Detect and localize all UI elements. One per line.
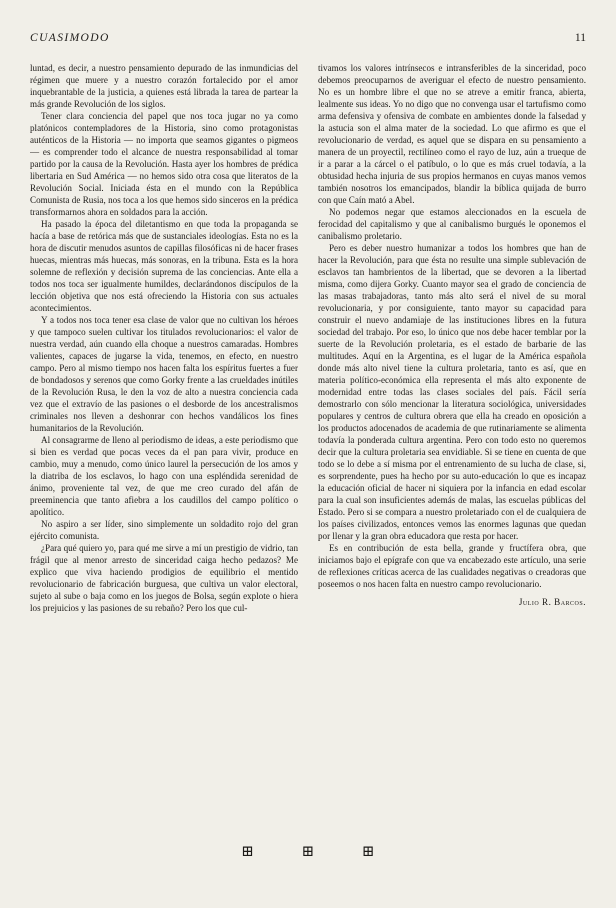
paragraph: No aspiro a ser líder, sino simplemente un soldadito rojo del gran ejército comunista. [30, 519, 298, 541]
page-number: 11 [574, 32, 586, 44]
left-column [30, 62, 298, 852]
page-header [30, 32, 586, 48]
right-column [318, 62, 586, 852]
paragraph: Ha pasado la época del diletantismo en que toda la propaganda se hacía a base de retórica más que de sustanciales ideologías. Esta no es la hora de discutir menudos asuntos de capillas filosóficas ni de hacer frases huecas, mientras más huecas, más sonoras, en la tribuna. Esta es la hora solemne de reflexión y decisión suprema de las conciencias. Ante ella a todos nos toca ser igualmente humildes, declarándonos discípulos de la lección objetiva que nos está ofreciendo la Historia con sus actuales acontecimientos. [30, 219, 298, 313]
paragraph: tivamos los valores intrínsecos e intransferibles de la sinceridad, poco debemos preocuparnos de averiguar el efecto de nuestro pensamiento. No es un hombre libre el que no se atreve a emitir franca, abierta, lealmente sus ideas. Yo no digo que no convenga usar el tartufismo como arma defensiva y ofensiva de combate en ambientes donde la falsedad y la astucia son el alma mater de la sociedad. Lo que afirmo es que el revolucionario de verdad, es aquel que se dispara en su pensamiento a manera de un proyectil, rectilíneo como el rayo de luz, aún a trueque de ir a parar a la cárcel o el patíbulo, o lo que es más cruel todavía, a la obtusidad hecha injuria de sus propios hermanos en cuyas manos vemos también nosotros los emancipados, blandir la bíblica quijada de burro con que Caín mató a Abel. [318, 63, 586, 205]
paragraph: luntad, es decir, a nuestro pensamiento depurado de las inmundicias del régimen que muere y a nuestro corazón fortalecido por el amor inquebrantable de la justicia, a quienes está librada la tarea de partear la más grande Revolución de los siglos. [30, 63, 298, 109]
paragraph: Tener clara conciencia del papel que nos toca jugar no ya como platónicos contempladores de la Historia, sino como protagonistas auténticos de la Historia — no importa que seamos gigantes o pigmeos — es comprender todo el alcance de nuestra responsabilidad al tomar partido por la causa de la Revolución. Hasta ayer los hombres de prédica libertaria en Sud América — no hemos sido otra cosa que literatos de la Revolución Social. Iniciada ésta en el mundo con la República Comunista de Rusia, nos toca a los que hemos sido sinceros en la prédica transformarnos ahora en soldados para la acción. [30, 111, 298, 217]
paragraph: Pero es deber nuestro humanizar a todos los hombres que han de hacer la Revolución, para que ésta no resulte una simple sublevación de esclavos tan hambrientos de la libertad, que se devoren a la libertad misma, como dijera Gorky. Cuanto mayor sea el grado de conciencia de las masas trabajadoras, tanto más alto será el nivel de su moral revolucionaria, y por consiguiente, tanto mayor su capacidad para construir el nuevo andamiaje de las instituciones libres en la futura sociedad del trabajo. Por eso, lo único que nos debe hacer temblar por la suerte de la Revolución proletaria, es el estado de barbarie de las multitudes. Aquí en la Argentina, es el lugar de la América española donde más alto nivel tiene la cultura proletaria, tanto es así, que en materia político-económica ella representa el más alto exponente de modernidad entre todas las clases sociales del país. Fácil sería demostrarlo con sólo mencionar la literatura sociológica, universidades populares y centros de cultura obrera que ella ha creado en oposición a los productos adocenados de academia de que rutinariamente se alimenta todavía la ponderada cultura argentina. Pero con todo esto no queremos decir que la cultura proletaria sea envidiable. Si se tiene en cuenta de que todo se lo debe a sí misma por el entrenamiento de su lucha de clase, si, es sorprendente, pues ha hecho por su auto-educación lo que es incapaz la educación oficial de hacer ni siquiera por la infancia en edad escolar para la cual son insuficientes además de malas, las escuelas públicas del Estado. Pero si se compara a nuestro proletariado con el de cualquiera de los países civilizados, entonces vemos las enormes lagunas que quedan por llenar y la gran obra educadora que resta por hacer. [318, 243, 586, 541]
ornament-icon: ⊞ [362, 844, 375, 860]
ornament-row [0, 842, 616, 861]
paragraph: Y a todos nos toca tener esa clase de valor que no cultivan los héroes y que tampoco suelen cultivar los titulados revolucionarios: el valor de nuestra verdad, aún cuando ella choque a nuestros camaradas. Hombres valientes, capaces de jugarse la vida, tenemos, en efecto, en nuestro campo. Pero al mismo tiempo nos hacen falta los espíritus fuertes a fuer de bondadosos y serenos que como Gorky frente a las crueldades inútiles de la Revolución Rusa, le den la voz de alto a nuestra conciencia cada vez que el extravío de las pasiones o el desborde de los ancestralismos criminales nos lleven a deshonrar con hechos vandálicos los fines humanitarios de la Revolución. [30, 315, 298, 433]
paragraph: Al consagrarme de lleno al periodismo de ideas, a este periodismo que si bien es verdad que pocas veces da el pan para vivir, produce en cambio, muy a menudo, como único laurel la persecución de los amos y la diatriba de los esclavos, lo hago con una espléndida serenidad de ánimo, proveniente tal vez, de que me creo curado del afán de preeminencia que tanto afiebra a los caudillos del campo político o apolítico. [30, 435, 298, 517]
paragraph: ¿Para qué quiero yo, para qué me sirve a mí un prestigio de vidrio, tan frágil que al menor arresto de sinceridad caiga hecho pedazos? Me explico que viva haciendo prodigios de equilibrio el mentido revolucionario de fabricación burguesa, que cultiva un valor electoral, sujeto al sube o baja como en los juegos de Bolsa, según explote o hiera los prejuicios y las pasiones de su rebaño? Pero los que cul- [30, 543, 298, 613]
paragraph: Es en contribución de esta bella, grande y fructífera obra, que iniciamos bajo el epígrafe con que va encabezado este artículo, una serie de reflexiones críticas acerca de las cualidades negativas o creadoras que poseemos o nos hacen falta en nuestro campo revolucionario. [318, 543, 586, 589]
ornament-icon: ⊞ [241, 844, 254, 860]
paragraph: No podemos negar que estamos aleccionados en la escuela de ferocidad del capitalismo y que al canibalismo burgués le oponemos el canibalismo proletario. [318, 207, 586, 241]
ornament-icon: ⊞ [301, 844, 315, 860]
masthead: CUASIMODO [30, 32, 110, 44]
author-signature: Julio R. Barcos. [518, 597, 586, 607]
